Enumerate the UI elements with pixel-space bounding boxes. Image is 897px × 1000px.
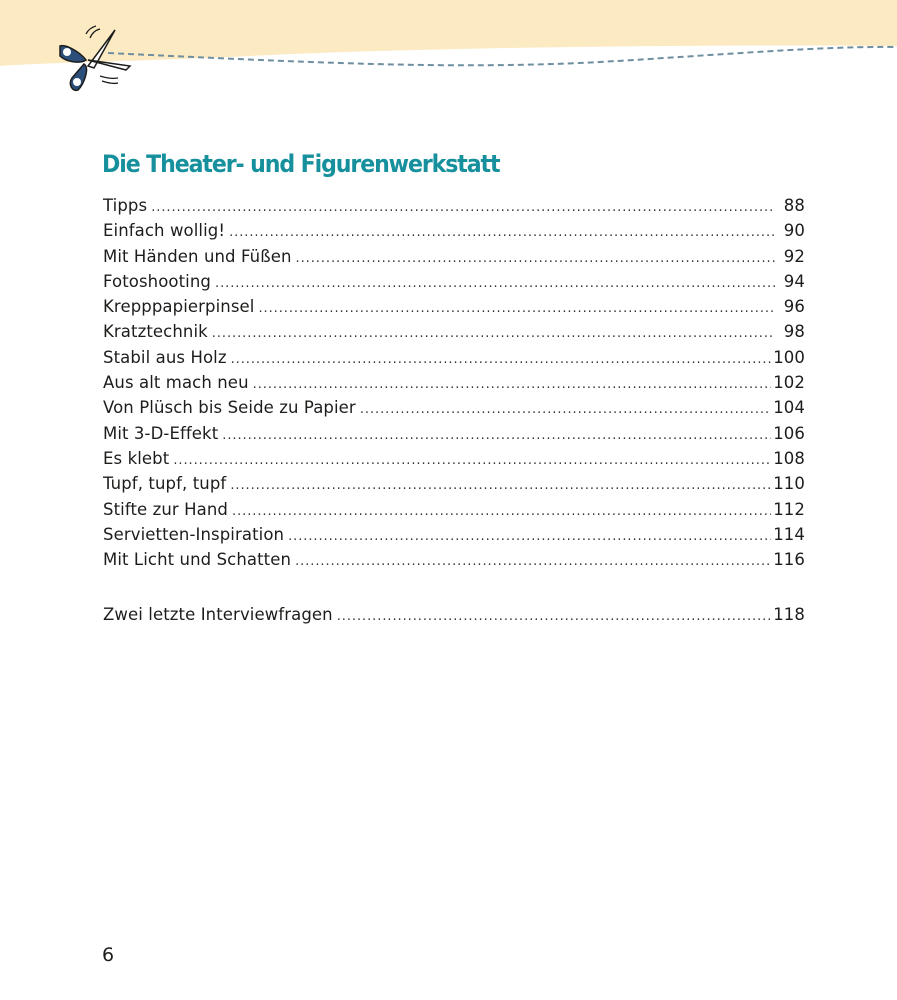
leader-dots [360,402,771,417]
toc-entry-title: Von Plüsch bis Seide zu Papier [103,398,356,418]
toc-entry-page: 102 [773,373,805,393]
toc-entry[interactable] [103,398,805,423]
toc-entry[interactable] [103,272,805,297]
toc-entry-title: Zwei letzte Interviewfragen [103,605,333,625]
toc-entry-page: 98 [783,322,805,342]
table-of-contents [103,196,805,631]
toc-entry-page: 88 [783,196,805,215]
toc-entry-title: Einfach wollig! [103,221,226,241]
leader-dots [173,453,771,468]
toc-entry-page: 94 [783,271,805,291]
toc-entry-page: 92 [783,246,805,266]
cream-band [0,0,897,66]
toc-entry[interactable] [103,550,805,575]
section-title: Die Theater- und Figurenwerkstatt [102,150,500,178]
toc-entry-page: 96 [783,297,805,317]
toc-entry[interactable] [103,525,805,550]
toc-entry-title: Kratztechnik [103,322,208,342]
toc-entry-title: Stifte zur Hand [103,499,229,519]
toc-entry[interactable] [103,196,805,221]
toc-entry-page: 112 [773,499,805,519]
toc-entry[interactable] [103,221,805,246]
toc-entry-page: 118 [773,605,805,625]
toc-entry-title: Aus alt mach neu [103,373,249,393]
leader-dots [337,609,771,624]
toc-entry-page: 104 [773,398,805,418]
leader-dots [229,225,775,240]
leader-dots [151,200,775,215]
toc-entry[interactable] [103,424,805,449]
page-number: 6 [102,944,115,966]
toc-entry[interactable] [103,474,805,499]
toc-entry[interactable] [103,297,805,322]
toc-entry[interactable] [103,605,805,630]
toc-entry-page: 100 [773,347,805,367]
leader-dots [295,554,771,569]
toc-entry[interactable] [103,348,805,373]
header-decoration [0,0,897,100]
leader-dots [212,326,775,341]
toc-entry-title: Mit Licht und Schatten [103,550,292,570]
toc-entry[interactable] [103,449,805,474]
toc-entry-title: Krepppapierpinsel [103,297,255,317]
toc-entry-page: 90 [783,221,805,241]
toc-entry-title: Es klebt [103,448,170,468]
toc-entry-title: Tupf, tupf, tupf [103,474,227,494]
leader-dots [253,377,772,392]
leader-dots [288,529,771,544]
toc-entry[interactable] [103,322,805,347]
toc-entry-title: Mit 3-D-Effekt [103,423,219,443]
toc-entry[interactable] [103,247,805,272]
toc-entry-title: Stabil aus Holz [103,347,227,367]
toc-entry[interactable] [103,500,805,525]
toc-entry-title: Tipps [103,196,148,215]
toc-entry-page: 116 [773,550,805,570]
leader-dots [222,428,771,443]
toc-entry-page: 106 [773,423,805,443]
leader-dots [215,276,775,291]
toc-entry-page: 114 [773,524,805,544]
toc-entry-page: 108 [773,448,805,468]
leader-dots [230,478,771,493]
toc-entry[interactable] [103,373,805,398]
leader-dots [231,352,772,367]
toc-entry-title: Fotoshooting [103,271,211,291]
toc-entry-title: Servietten-Inspiration [103,524,285,544]
toc-entry-title: Mit Händen und Füßen [103,246,292,266]
leader-dots [232,504,771,519]
toc-entry-page: 110 [773,474,805,494]
leader-dots [258,301,775,316]
leader-dots [296,251,775,266]
